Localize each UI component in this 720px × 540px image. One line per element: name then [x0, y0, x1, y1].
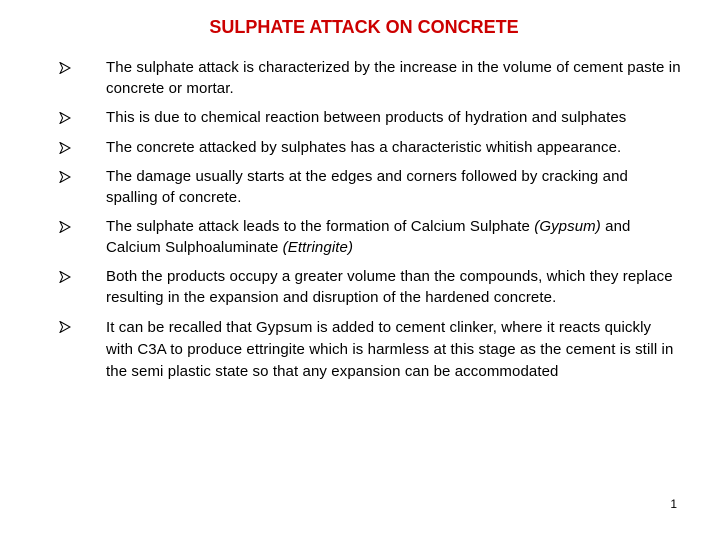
arrowhead-bullet-icon [59, 221, 71, 233]
page-number: 1 [670, 497, 677, 511]
bullet-item [0, 108, 720, 129]
bullet-item [0, 317, 720, 383]
bullet-text-segment: The sulphate attack leads to the formation of Calcium Sulphate [106, 218, 535, 235]
bullet-text-italic: (Gypsum) [534, 218, 601, 235]
bullet-item [0, 138, 720, 159]
bullet-text-segment: The damage usually starts at the edges and corners followed by cracking and spalling of concrete. [106, 168, 628, 206]
bullet-text-segment: The concrete attacked by sulphates has a characteristic whitish appearance. [106, 138, 622, 156]
bullet-text [106, 217, 681, 258]
slide-title: SULPHATE ATTACK ON CONCRETE [209, 17, 519, 37]
bullet-text-segment: and Calcium Sulphoaluminate [106, 218, 631, 256]
bullet-item [0, 167, 720, 208]
bullet-item [0, 217, 720, 258]
bullet-text-italic: (Ettringite) [282, 238, 354, 256]
bullet-text-segment: It can be recalled that Gypsum is added to cement clinker, where it reacts quickly with C3A to produce ettringite which is harmless at this stage as the cement is still in the semi plastic state so that any expansion can be accommodated [106, 319, 674, 380]
bullet-text [106, 317, 681, 383]
arrowhead-bullet-icon [59, 321, 71, 333]
bullet-text [106, 267, 681, 308]
bullet-text [106, 108, 681, 129]
arrowhead-bullet-icon [59, 112, 71, 124]
bullet-text-segment: Both the products occupy a greater volume than the compounds, which they replace resulting in the expansion and disruption of the hardened concrete. [106, 268, 673, 306]
bullet-item [0, 58, 720, 99]
bullet-text [106, 167, 681, 208]
bullet-text-segment: This is due to chemical reaction between products of hydration and sulphates [106, 109, 627, 126]
bullet-item [0, 267, 720, 308]
bullet-text-segment: The sulphate attack is characterized by the increase in the volume of cement paste in concrete or mortar. [106, 59, 681, 97]
arrowhead-bullet-icon [59, 171, 71, 183]
bullet-list [0, 58, 720, 392]
bullet-text [106, 58, 681, 99]
arrowhead-bullet-icon [59, 62, 71, 74]
arrowhead-bullet-icon [59, 142, 71, 154]
bullet-text [106, 138, 681, 159]
arrowhead-bullet-icon [59, 271, 71, 283]
